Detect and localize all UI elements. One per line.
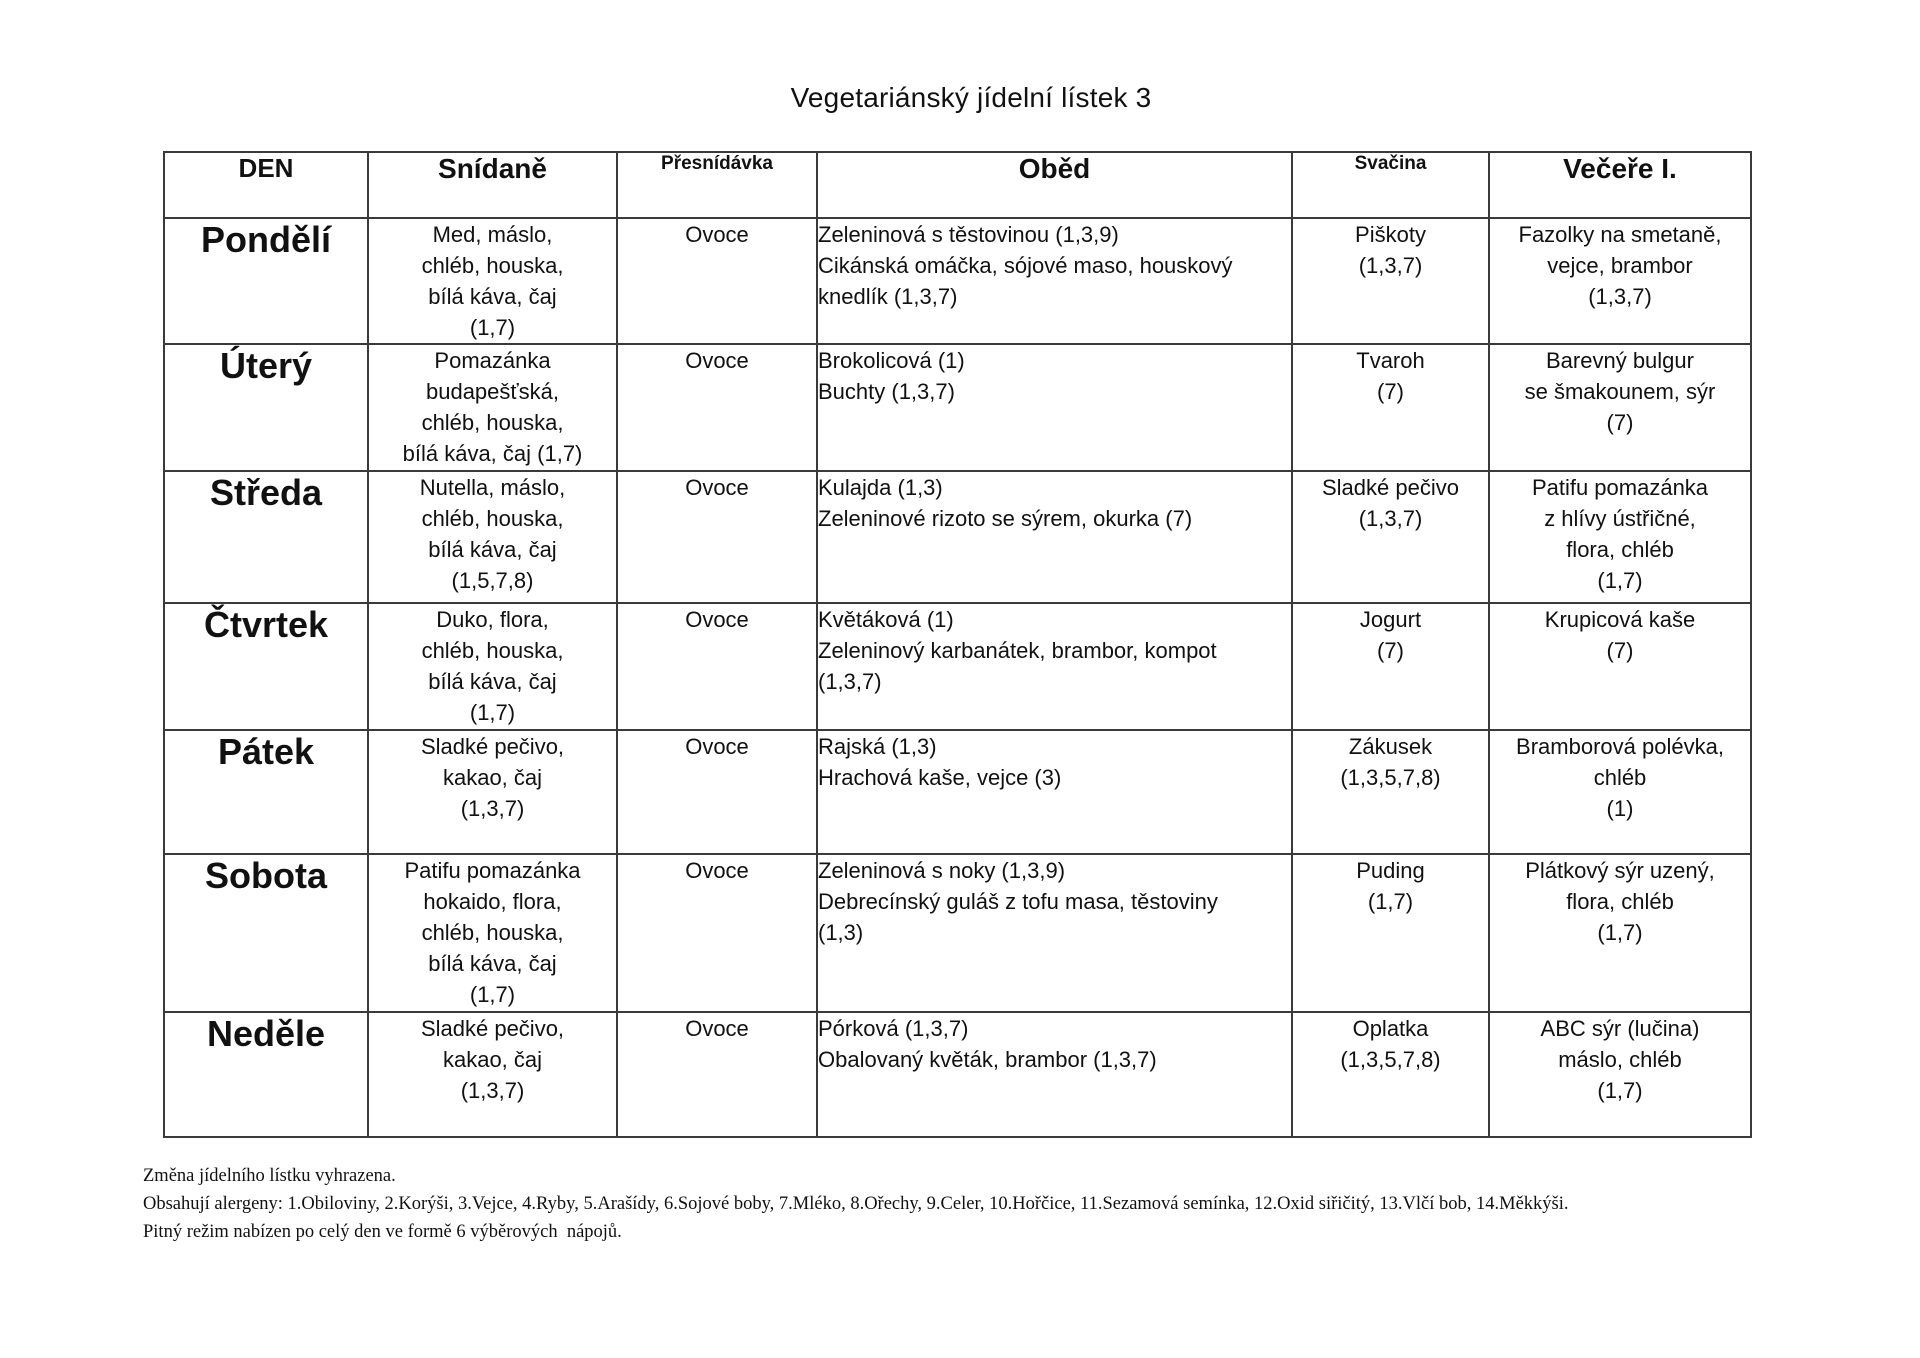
cell-line: hokaido, flora, — [423, 889, 562, 914]
cell-line: chléb, houska, — [421, 253, 564, 278]
cell-line: bílá káva, čaj — [428, 669, 557, 694]
cell-line: vejce, brambor — [1547, 253, 1693, 278]
cell-line: Zeleninový karbanátek, brambor, kompot — [818, 638, 1217, 663]
cell-line: (1,5,7,8) — [451, 568, 534, 593]
cell-line: Rajská (1,3) — [818, 734, 937, 759]
breakfast-cell — [368, 471, 617, 603]
cell-line: Plátkový sýr uzený, — [1525, 858, 1715, 883]
cell-line: (1,3,5,7,8) — [1340, 765, 1441, 790]
cell-line: Zákusek — [1348, 734, 1433, 759]
cell-line: Kulajda (1,3) — [818, 475, 943, 500]
cell-line: Krupicová kaše — [1544, 607, 1696, 632]
cell-line: (1,3,7) — [460, 1078, 525, 1103]
cell-line: (7) — [1377, 379, 1404, 404]
cell-line: (1,3,7) — [1588, 284, 1652, 309]
dinner-cell — [1489, 344, 1751, 471]
breakfast-cell — [368, 730, 617, 854]
menu-title: Vegetariánský jídelní lístek 3 — [790, 82, 1152, 113]
cell-line: Květáková (1) — [818, 607, 954, 632]
cell-line: (7) — [1606, 638, 1634, 663]
cell-line: (1,3) — [818, 920, 864, 945]
cell-line: Pórková (1,3,7) — [818, 1016, 969, 1041]
day-name: Středa — [164, 471, 368, 603]
cell-line: chléb — [1593, 765, 1647, 790]
morning-snack-cell — [617, 1012, 817, 1137]
menu-row — [164, 471, 1751, 603]
cell-line: chléb, houska, — [421, 638, 564, 663]
morning-snack-cell — [617, 854, 817, 1012]
cell-line: flora, chléb — [1566, 889, 1674, 914]
lunch-cell — [817, 218, 1292, 344]
cell-line: se šmakounem, sýr — [1524, 379, 1716, 404]
lunch-cell — [817, 730, 1292, 854]
cell-line: Zeleninové rizoto se sýrem, okurka (7) — [818, 506, 1193, 531]
cell-line: bílá káva, čaj (1,7) — [402, 441, 583, 466]
afternoon-snack-cell — [1292, 603, 1489, 730]
day-name: Pondělí — [164, 218, 368, 344]
breakfast-cell — [368, 603, 617, 730]
cell-line: (1,3,7) — [460, 796, 525, 821]
afternoon-snack-cell — [1292, 218, 1489, 344]
cell-line: (1,7) — [1597, 568, 1643, 593]
column-header-morning-snack: Přesnídávka — [617, 152, 817, 218]
afternoon-snack-cell — [1292, 854, 1489, 1012]
cell-line: Debrecínský guláš z tofu masa, těstoviny — [818, 889, 1218, 914]
cell-line: (1,7) — [469, 315, 516, 340]
menu-table — [163, 151, 1752, 1138]
dinner-cell — [1489, 1012, 1751, 1137]
cell-line: (1,7) — [1597, 920, 1643, 945]
footer-notes — [143, 1162, 1569, 1246]
morning-snack-cell — [617, 471, 817, 603]
header-row — [164, 152, 1751, 218]
cell-line: Ovoce — [685, 858, 749, 883]
cell-line: Patifu pomazánka — [1531, 475, 1709, 500]
cell-line: Puding — [1356, 858, 1425, 883]
change-note: Změna jídelního lístku vyhrazena. — [143, 1166, 396, 1186]
column-header-afternoon-snack: Svačina — [1292, 152, 1489, 218]
drinks-note: Pitný režim nabízen po celý den ve formě 6 výběrových nápojů. — [143, 1222, 622, 1242]
cell-line: (1) — [1606, 796, 1634, 821]
menu-body — [164, 218, 1751, 1137]
cell-line: Zeleninová s těstovinou (1,3,9) — [818, 222, 1119, 247]
cell-line: Patifu pomazánka — [404, 858, 581, 883]
menu-row — [164, 730, 1751, 854]
cell-line: (1,7) — [469, 982, 516, 1007]
day-name: Pátek — [164, 730, 368, 854]
cell-line: Oplatka — [1352, 1016, 1429, 1041]
cell-line: Cikánská omáčka, sójové maso, houskový — [818, 253, 1233, 278]
lunch-cell — [817, 603, 1292, 730]
cell-line: (1,3,7) — [818, 669, 882, 694]
cell-line: Sladké pečivo, — [420, 734, 565, 759]
cell-line: Brokolicová (1) — [818, 348, 965, 373]
afternoon-snack-cell — [1292, 1012, 1489, 1137]
menu-row — [164, 344, 1751, 471]
cell-line: knedlík (1,3,7) — [818, 284, 958, 309]
cell-line: (1,3,7) — [1358, 506, 1423, 531]
morning-snack-cell — [617, 218, 817, 344]
dinner-cell — [1489, 218, 1751, 344]
cell-line: Sladké pečivo, — [420, 1016, 565, 1041]
cell-line: Ovoce — [685, 475, 749, 500]
cell-line: Obalovaný květák, brambor (1,3,7) — [818, 1047, 1157, 1072]
breakfast-cell — [368, 344, 617, 471]
cell-line: (1,7) — [1367, 889, 1414, 914]
afternoon-snack-cell — [1292, 471, 1489, 603]
cell-line: z hlívy ústřičné, — [1544, 506, 1696, 531]
morning-snack-cell — [617, 344, 817, 471]
cell-line: máslo, chléb — [1558, 1047, 1682, 1072]
cell-line: (1,3,5,7,8) — [1340, 1047, 1441, 1072]
dinner-cell — [1489, 730, 1751, 854]
cell-line: chléb, houska, — [421, 410, 564, 435]
cell-line: kakao, čaj — [442, 765, 543, 790]
cell-line: bílá káva, čaj — [428, 284, 557, 309]
cell-line: budapešťská, — [425, 379, 559, 404]
cell-line: Nutella, máslo, — [419, 475, 566, 500]
day-name: Sobota — [164, 854, 368, 1012]
cell-line: Med, máslo, — [432, 222, 553, 247]
breakfast-cell — [368, 218, 617, 344]
cell-line: Tvaroh — [1356, 348, 1425, 373]
afternoon-snack-cell — [1292, 730, 1489, 854]
cell-line: Zeleninová s noky (1,3,9) — [818, 858, 1066, 883]
dinner-cell — [1489, 854, 1751, 1012]
morning-snack-cell — [617, 603, 817, 730]
lunch-cell — [817, 854, 1292, 1012]
cell-line: Sladké pečivo — [1322, 475, 1459, 500]
dinner-cell — [1489, 603, 1751, 730]
column-header-dinner: Večeře I. — [1489, 152, 1751, 218]
cell-line: Ovoce — [685, 1016, 749, 1041]
cell-line: Ovoce — [685, 734, 749, 759]
cell-line: Duko, flora, — [436, 607, 549, 632]
morning-snack-cell — [617, 730, 817, 854]
cell-line: (7) — [1377, 638, 1404, 663]
dinner-cell — [1489, 471, 1751, 603]
cell-line: chléb, houska, — [421, 506, 564, 531]
cell-line: Piškoty — [1355, 222, 1426, 247]
cell-line: bílá káva, čaj — [428, 537, 557, 562]
cell-line: ABC sýr (lučina) — [1540, 1016, 1700, 1041]
cell-line: Pomazánka — [434, 348, 551, 373]
lunch-cell — [817, 344, 1292, 471]
column-header-day: DEN — [164, 152, 368, 218]
column-header-lunch: Oběd — [817, 152, 1292, 218]
cell-line: flora, chléb — [1566, 537, 1674, 562]
menu-row — [164, 218, 1751, 344]
cell-line: Jogurt — [1359, 607, 1422, 632]
cell-line: (1,7) — [1597, 1078, 1643, 1103]
cell-line: (1,3,7) — [1358, 253, 1423, 278]
cell-line: kakao, čaj — [442, 1047, 543, 1072]
allergen-legend: Obsahují alergeny: 1.Obiloviny, 2.Korýši, 3.Vejce, 4.Ryby, 5.Arašídy, 6.Sojové boby, 7.Mléko, 8.Ořechy, 9.Celer, 10.Hořčice, 11.Sezamová semínka, 12.Oxid siřičitý, 13.Vlčí bob, 14.Měkkýši. — [143, 1194, 1569, 1214]
menu-row — [164, 1012, 1751, 1137]
cell-line: bílá káva, čaj — [428, 951, 557, 976]
cell-line: (7) — [1606, 410, 1634, 435]
menu-row — [164, 603, 1751, 730]
cell-line: Hrachová kaše, vejce (3) — [818, 765, 1062, 790]
cell-line: Ovoce — [685, 348, 749, 373]
cell-line: Ovoce — [685, 607, 749, 632]
breakfast-cell — [368, 1012, 617, 1137]
breakfast-cell — [368, 854, 617, 1012]
column-header-breakfast: Snídaně — [368, 152, 617, 218]
lunch-cell — [817, 471, 1292, 603]
cell-line: Barevný bulgur — [1546, 348, 1694, 373]
cell-line: Fazolky na smetaně, — [1518, 222, 1722, 247]
cell-line: Bramborová polévka, — [1516, 734, 1724, 759]
lunch-cell — [817, 1012, 1292, 1137]
afternoon-snack-cell — [1292, 344, 1489, 471]
day-name: Neděle — [164, 1012, 368, 1137]
day-name: Čtvrtek — [164, 603, 368, 730]
cell-line: Buchty (1,3,7) — [818, 379, 955, 404]
cell-line: chléb, houska, — [421, 920, 564, 945]
cell-line: (1,7) — [469, 700, 516, 725]
cell-line: Ovoce — [685, 222, 749, 247]
day-name: Úterý — [164, 344, 368, 471]
menu-row — [164, 854, 1751, 1012]
